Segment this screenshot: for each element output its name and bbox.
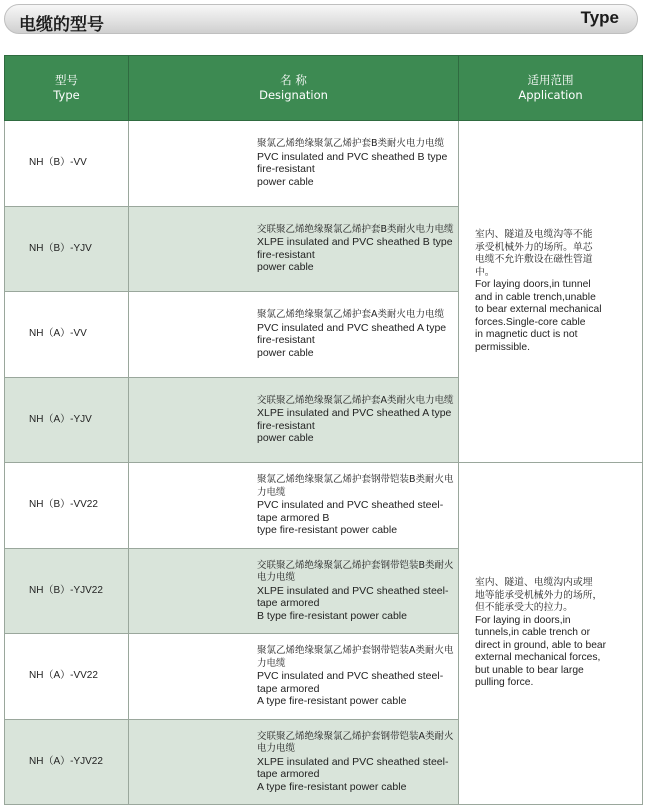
application-en-line: For laying doors,in tunnel xyxy=(475,279,591,290)
application-cell-group-1 xyxy=(459,121,643,463)
designation-en-line1: XLPE insulated and PVC sheathed B type fire-resistant xyxy=(257,236,453,261)
table-row xyxy=(5,121,643,207)
designation-cn: 交联聚乙烯绝缘聚氯乙烯护套A类耐火电力电缆 xyxy=(257,394,454,406)
application-cn-line: 地等能承受机械外力的场所， xyxy=(475,589,603,601)
application-cell-group-2 xyxy=(459,463,643,805)
designation-cn: 聚氯乙烯绝缘聚氯乙烯护套钢带铠装A类耐火电力电缆 xyxy=(257,645,454,669)
header-designation xyxy=(129,56,459,121)
designation-en-line1: XLPE insulated and PVC sheathed A type fire-resistant xyxy=(257,407,452,432)
table-header-row xyxy=(5,56,643,121)
designation-cell xyxy=(129,463,459,549)
designation-en-line2: A type fire-resistant power cable xyxy=(257,695,407,707)
designation-cell xyxy=(129,377,459,463)
designation-cn: 聚氯乙烯绝缘聚氯乙烯护套A类耐火电力电缆 xyxy=(257,309,444,321)
application-cn-line: 室内、隧道及电缆沟等不能 xyxy=(475,229,593,240)
designation-cn: 聚氯乙烯绝缘聚氯乙烯护套钢带铠装B类耐火电力电缆 xyxy=(257,474,454,498)
type-cell: NH（B）-VV22 xyxy=(5,463,129,549)
application-cn-line: 电缆不允许敷设在磁性管道 xyxy=(475,254,593,265)
application-en-line: For laying in doors,in xyxy=(475,614,571,626)
application-en-line: direct in ground, able to bear xyxy=(475,639,607,651)
designation-cn: 交联聚乙烯绝缘聚氯乙烯护套钢带铠装A类耐火电力电缆 xyxy=(257,730,454,754)
designation-cell xyxy=(129,634,459,720)
designation-en-line1: XLPE insulated and PVC sheathed steel- tape armored xyxy=(257,755,449,780)
designation-cell xyxy=(129,292,459,378)
header-designation-cn: 名 称 xyxy=(280,73,307,87)
designation-cell xyxy=(129,719,459,805)
designation-en-line1: PVC insulated and PVC sheathed B type fire-resistant xyxy=(257,150,448,176)
type-cell: NH（B）-VV xyxy=(5,121,129,207)
table-row xyxy=(5,463,643,549)
designation-en-line2: power cable xyxy=(257,432,314,445)
designation-en-line2: power cable xyxy=(257,175,314,188)
type-cell: NH（A）-YJV xyxy=(5,377,129,463)
application-en-line: but unable to bear large xyxy=(475,664,584,676)
type-cell: NH（B）-YJV xyxy=(5,206,129,292)
designation-en-line1: XLPE insulated and PVC sheathed steel- tape armored xyxy=(257,584,449,609)
section-title-cn: 电缆的型号 xyxy=(19,15,104,35)
application-cn-line: 但不能承受大的拉力。 xyxy=(475,602,573,614)
header-type-cn: 型号 xyxy=(55,73,78,87)
header-type-en: Type xyxy=(53,88,80,102)
application-en-line: pulling force. xyxy=(475,677,534,689)
designation-en-line1: PVC insulated and PVC sheathed A type fire-resistant xyxy=(257,321,447,347)
designation-cn: 交联聚乙烯绝缘聚氯乙烯护套B类耐火电力电缆 xyxy=(257,223,454,235)
header-application xyxy=(459,56,643,121)
designation-cn: 交联聚乙烯绝缘聚氯乙烯护套钢带铠装B类耐火电力电缆 xyxy=(257,559,454,583)
application-en-line: tunnels,in cable trench or xyxy=(475,627,591,639)
designation-cell xyxy=(129,548,459,634)
application-cn-line: 中。 xyxy=(475,266,495,278)
designation-en-line2: type fire-resistant power cable xyxy=(257,524,398,536)
application-en-line: and in cable trench,unable xyxy=(475,291,596,303)
application-cn-line: 室内、隧道、电缆沟内或埋 xyxy=(475,577,593,589)
application-en-line: external mechanical forces, xyxy=(475,652,601,664)
designation-en-line2: power cable xyxy=(257,346,314,359)
header-application-cn: 适用范围 xyxy=(527,73,574,87)
cable-type-table xyxy=(4,55,643,805)
designation-en-line2: B type fire-resistant power cable xyxy=(257,609,407,622)
application-en-line: forces.Single-core cable xyxy=(475,316,586,328)
designation-cell xyxy=(129,121,459,207)
header-application-en: Application xyxy=(518,88,583,102)
designation-cell xyxy=(129,206,459,292)
type-cell: NH（A）-YJV22 xyxy=(5,719,129,805)
application-en-line: permissible. xyxy=(475,341,530,353)
header-designation-en: Designation xyxy=(259,88,328,102)
type-cell: NH（B）-YJV22 xyxy=(5,548,129,634)
designation-cn: 聚氯乙烯绝缘聚氯乙烯护套B类耐火电力电缆 xyxy=(257,138,445,150)
designation-en-line2: A type fire-resistant power cable xyxy=(257,780,407,793)
type-cell: NH（A）-VV22 xyxy=(5,634,129,720)
designation-en-line1: PVC insulated and PVC sheathed steel- tape armored xyxy=(257,670,444,695)
designation-en-line1: PVC insulated and PVC sheathed steel- tape armored B xyxy=(257,499,444,524)
designation-en-line2: power cable xyxy=(257,261,314,274)
section-title-bar xyxy=(4,4,638,34)
application-en-line: to bear external mechanical xyxy=(475,304,602,315)
application-cn-line: 承受机械外力的场所。单芯 xyxy=(475,241,593,253)
section-title-en: Type xyxy=(580,8,619,27)
type-cell: NH（A）-VV xyxy=(5,292,129,378)
header-type xyxy=(5,56,129,121)
application-en-line: in magnetic duct is not xyxy=(475,329,578,340)
